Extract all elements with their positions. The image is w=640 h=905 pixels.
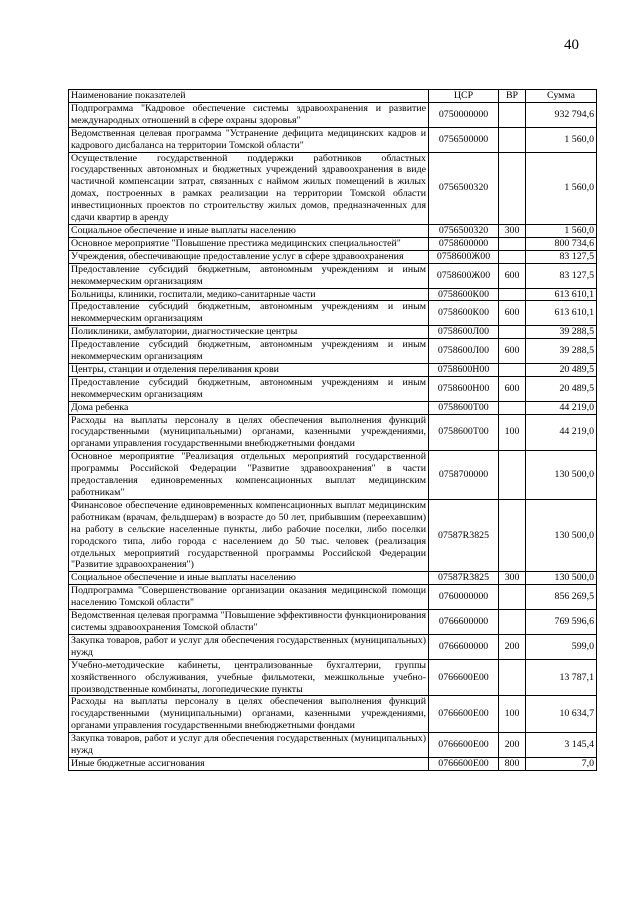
- row-name-cell: Предоставление субсидий бюджетным, автономным учреждениям и иным некоммерческим организациям: [69, 263, 429, 288]
- row-csr-cell: 0756500320: [429, 224, 499, 237]
- table-row: [69, 263, 597, 288]
- table-row: [69, 610, 597, 635]
- row-csr-cell: 0758700000: [429, 451, 499, 500]
- row-sum-cell: 599,0: [526, 634, 597, 659]
- row-sum-cell: 613 610,1: [526, 301, 597, 326]
- row-csr-cell: 0758600Н00: [429, 363, 499, 376]
- row-name-cell: Центры, станции и отделения переливания крови: [69, 363, 429, 376]
- table-row: [69, 585, 597, 610]
- row-name-cell: Социальное обеспечение и иные выплаты населению: [69, 572, 429, 585]
- row-vr-cell: [499, 610, 526, 635]
- row-name-cell: Основное мероприятие "Повышение престижа медицинских специальностей": [69, 237, 429, 250]
- row-sum-cell: 130 500,0: [526, 572, 597, 585]
- row-vr-cell: 100: [499, 414, 526, 451]
- budget-table: [68, 89, 597, 771]
- row-name-cell: Расходы на выплаты персоналу в целях обеспечения выполнения функций государственными (муниципальными) органами, казенными учреждениями, органами управления государственными внебюджетными фондами: [69, 696, 429, 733]
- row-name-cell: Дома ребенка: [69, 401, 429, 414]
- table-row: [69, 634, 597, 659]
- row-sum-cell: 932 794,6: [526, 102, 597, 127]
- row-sum-cell: 1 560,0: [526, 224, 597, 237]
- header-name: Наименование показателей: [69, 90, 429, 103]
- row-name-cell: Осуществление государственной поддержки работников областных государственных автономных и бюджетных учреждений здравоохранения в виде частичной компенсации затрат, связанных с наймом жилых помещений в жилых домах, построенных в рамках реализации на территории Томской области инвестиционных проектов по строительству жилых домов, предназначенных для сдачи квартир в аренду: [69, 152, 429, 224]
- row-sum-cell: 44 219,0: [526, 414, 597, 451]
- row-vr-cell: [499, 237, 526, 250]
- table-row: [69, 376, 597, 401]
- row-name-cell: Иные бюджетные ассигнования: [69, 757, 429, 770]
- row-csr-cell: 0760000000: [429, 585, 499, 610]
- row-sum-cell: 130 500,0: [526, 451, 597, 500]
- row-csr-cell: 0750000000: [429, 102, 499, 127]
- row-name-cell: Социальное обеспечение и иные выплаты населению: [69, 224, 429, 237]
- row-csr-cell: 0766600Е00: [429, 696, 499, 733]
- row-sum-cell: 39 288,5: [526, 339, 597, 364]
- row-vr-cell: [499, 659, 526, 696]
- row-name-cell: Расходы на выплаты персоналу в целях обеспечения выполнения функций государственными (муниципальными) органами, казенными учреждениями, органами управления государственными внебюджетными фондами: [69, 414, 429, 451]
- row-csr-cell: 07587R3825: [429, 499, 499, 571]
- row-vr-cell: 800: [499, 757, 526, 770]
- row-name-cell: Подпрограмма "Совершенствование организации оказания медицинской помощи населению Томской области": [69, 585, 429, 610]
- table-row: [69, 152, 597, 224]
- row-csr-cell: 0766600Е00: [429, 757, 499, 770]
- row-sum-cell: 44 219,0: [526, 401, 597, 414]
- table-body: [69, 102, 597, 770]
- table-row: [69, 363, 597, 376]
- table-row: [69, 499, 597, 571]
- table-row: [69, 102, 597, 127]
- row-name-cell: Закупка товаров, работ и услуг для обеспечения государственных (муниципальных) нужд: [69, 634, 429, 659]
- row-vr-cell: 200: [499, 733, 526, 758]
- table-row: [69, 414, 597, 451]
- row-name-cell: Закупка товаров, работ и услуг для обеспечения государственных (муниципальных) нужд: [69, 733, 429, 758]
- row-vr-cell: 600: [499, 339, 526, 364]
- row-name-cell: Предоставление субсидий бюджетным, автономным учреждениям и иным некоммерческим организациям: [69, 301, 429, 326]
- row-vr-cell: 600: [499, 301, 526, 326]
- row-csr-cell: 07587R3825: [429, 572, 499, 585]
- page-number: 40: [564, 37, 579, 53]
- row-sum-cell: 20 489,5: [526, 363, 597, 376]
- row-sum-cell: 800 734,6: [526, 237, 597, 250]
- table-row: [69, 301, 597, 326]
- row-name-cell: Поликлиники, амбулатории, диагностические центры: [69, 326, 429, 339]
- row-csr-cell: 0766600000: [429, 610, 499, 635]
- row-name-cell: Предоставление субсидий бюджетным, автономным учреждениям и иным некоммерческим организациям: [69, 376, 429, 401]
- row-vr-cell: [499, 288, 526, 301]
- row-vr-cell: [499, 363, 526, 376]
- row-csr-cell: 0766600Е00: [429, 659, 499, 696]
- row-vr-cell: [499, 499, 526, 571]
- table-row: [69, 451, 597, 500]
- row-vr-cell: [499, 585, 526, 610]
- row-csr-cell: 0766600Е00: [429, 733, 499, 758]
- row-sum-cell: 83 127,5: [526, 263, 597, 288]
- row-sum-cell: 10 634,7: [526, 696, 597, 733]
- row-vr-cell: 100: [499, 696, 526, 733]
- row-vr-cell: 300: [499, 572, 526, 585]
- row-name-cell: Основное мероприятие "Реализация отдельных мероприятий государственной программы Российской Федерации "Развитие здравоохранения" в части предоставления единовременных компенсационных выплат медицинским работникам": [69, 451, 429, 500]
- table-row: [69, 237, 597, 250]
- row-sum-cell: 3 145,4: [526, 733, 597, 758]
- row-vr-cell: 600: [499, 263, 526, 288]
- table-row: [69, 696, 597, 733]
- row-csr-cell: 0758600Т00: [429, 414, 499, 451]
- table-row: [69, 339, 597, 364]
- header-sum: Сумма: [526, 90, 597, 103]
- row-csr-cell: 0758600Л00: [429, 326, 499, 339]
- row-name-cell: Учебно-методические кабинеты, централизованные бухгалтерии, группы хозяйственного обслуживания, учебные фильмотеки, межшкольные учебно-производственные комбинаты, логопедические пункты: [69, 659, 429, 696]
- row-sum-cell: 769 596,6: [526, 610, 597, 635]
- table-row: [69, 401, 597, 414]
- table-row: [69, 224, 597, 237]
- table-row: [69, 127, 597, 152]
- row-sum-cell: 20 489,5: [526, 376, 597, 401]
- row-vr-cell: [499, 250, 526, 263]
- row-name-cell: Финансовое обеспечение единовременных компенсационных выплат медицинским работникам (врачам, фельдшерам) в возрасте до 50 лет, прибывшим (переехавшим) на работу в сельские населенные пункты, либо рабочие поселки, либо поселки городского типа, либо города с населением до 50 тыс. человек (реализация отдельных мероприятий государственной программы Российской Федерации "Развитие здравоохранения"): [69, 499, 429, 571]
- header-csr: ЦСР: [429, 90, 499, 103]
- row-name-cell: Подпрограмма "Кадровое обеспечение системы здравоохранения и развитие международных отношений в сфере охраны здоровья": [69, 102, 429, 127]
- row-vr-cell: [499, 451, 526, 500]
- row-csr-cell: 0756500000: [429, 127, 499, 152]
- row-sum-cell: 130 500,0: [526, 499, 597, 571]
- row-vr-cell: [499, 127, 526, 152]
- table-row: [69, 733, 597, 758]
- row-csr-cell: 0758600000: [429, 237, 499, 250]
- row-csr-cell: 0758600Ж00: [429, 263, 499, 288]
- row-csr-cell: 0766600000: [429, 634, 499, 659]
- row-sum-cell: 613 610,1: [526, 288, 597, 301]
- row-name-cell: Ведомственная целевая программа "Повышение эффективности функционирования системы здравоохранения Томской области": [69, 610, 429, 635]
- row-csr-cell: 0756500320: [429, 152, 499, 224]
- table-row: [69, 326, 597, 339]
- row-vr-cell: 600: [499, 376, 526, 401]
- row-vr-cell: 300: [499, 224, 526, 237]
- row-csr-cell: 0758600Т00: [429, 401, 499, 414]
- row-sum-cell: 1 560,0: [526, 127, 597, 152]
- row-sum-cell: 1 560,0: [526, 152, 597, 224]
- row-sum-cell: 7,0: [526, 757, 597, 770]
- row-csr-cell: 0758600К00: [429, 301, 499, 326]
- row-name-cell: Учреждения, обеспечивающие предоставление услуг в сфере здравоохранения: [69, 250, 429, 263]
- row-csr-cell: 0758600Ж00: [429, 250, 499, 263]
- row-vr-cell: [499, 102, 526, 127]
- row-sum-cell: 39 288,5: [526, 326, 597, 339]
- table-row: [69, 288, 597, 301]
- row-name-cell: Больницы, клиники, госпитали, медико-санитарные части: [69, 288, 429, 301]
- table-row: [69, 572, 597, 585]
- row-csr-cell: 0758600К00: [429, 288, 499, 301]
- row-vr-cell: [499, 152, 526, 224]
- table-row: [69, 250, 597, 263]
- row-csr-cell: 0758600Н00: [429, 376, 499, 401]
- row-csr-cell: 0758600Л00: [429, 339, 499, 364]
- table-header-row: [69, 90, 597, 103]
- row-vr-cell: [499, 401, 526, 414]
- row-sum-cell: 13 787,1: [526, 659, 597, 696]
- header-vr: ВР: [499, 90, 526, 103]
- row-vr-cell: 200: [499, 634, 526, 659]
- row-vr-cell: [499, 326, 526, 339]
- row-sum-cell: 856 269,5: [526, 585, 597, 610]
- row-name-cell: Предоставление субсидий бюджетным, автономным учреждениям и иным некоммерческим организациям: [69, 339, 429, 364]
- row-name-cell: Ведомственная целевая программа "Устранение дефицита медицинских кадров и кадрового дисбаланса на территории Томской области": [69, 127, 429, 152]
- table-row: [69, 659, 597, 696]
- row-sum-cell: 83 127,5: [526, 250, 597, 263]
- table-row: [69, 757, 597, 770]
